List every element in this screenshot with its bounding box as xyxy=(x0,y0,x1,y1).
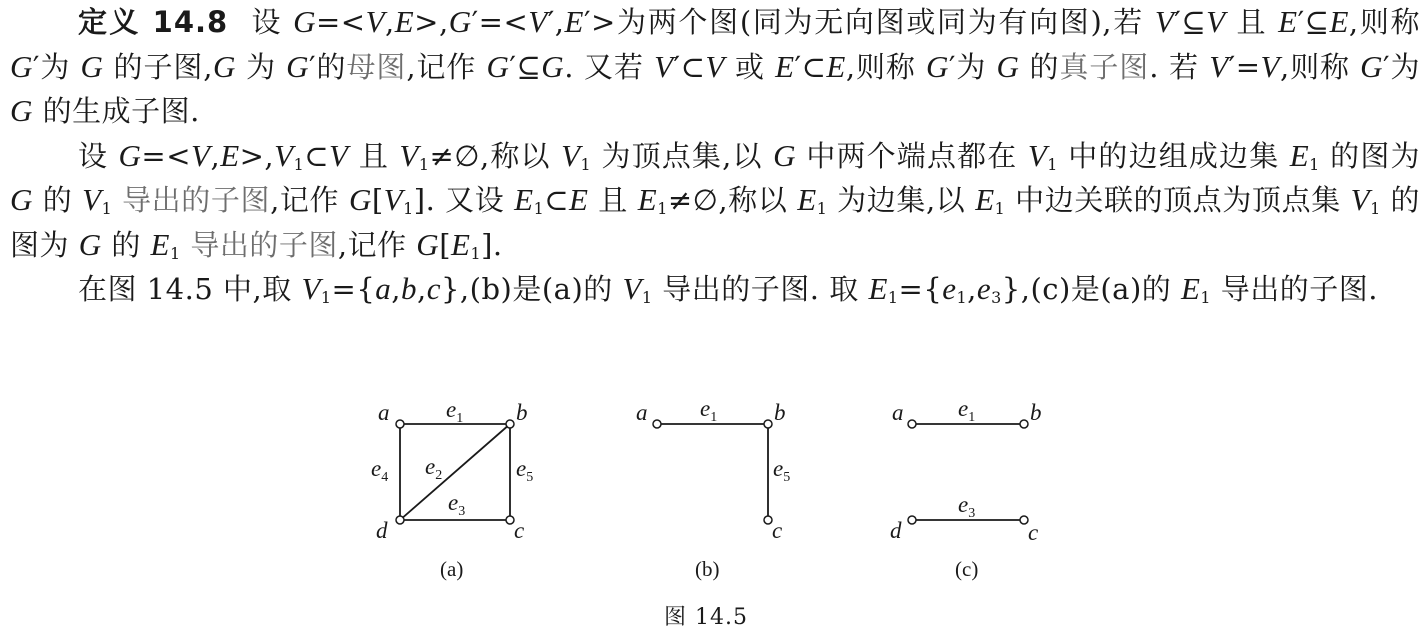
term-vertex-induced-subgraph: 导出的子图 xyxy=(122,183,271,217)
definition-heading: 定义 14.8 xyxy=(78,5,229,39)
subfig-c-label-a: a xyxy=(892,400,904,425)
figure-graphics xyxy=(0,380,1427,635)
subfig-a-label-a: a xyxy=(378,400,390,425)
subfig-a-label-d: d xyxy=(376,518,388,543)
definition-paragraph: 定义 14.8 设 G=<V,E>,G′=<V′,E′>为两个图(同为无向图或同为有向图),若 V′⊆V 且 E′⊆E,则称 G′为 G 的子图,G 为 G′的母图,记作 G′⊆G. 又若 V′⊂V 或 E′⊂E,则称 G′为 G 的真子图. 若 V′=V,则称 G′为 G 的生成子图. xyxy=(10,4,1421,128)
subfig-b-vertex-c xyxy=(764,516,772,524)
subfig-c-vertex-a xyxy=(908,420,916,428)
subfig-a-label-e1: $e_1$ xyxy=(446,397,464,426)
text-body xyxy=(10,0,1420,312)
subfig-c-vertex-b xyxy=(1020,420,1028,428)
figure-caption: 图 14.5 xyxy=(664,605,748,630)
subfig-c-label-d: d xyxy=(890,518,902,543)
subfig-a-vertex-a xyxy=(396,420,404,428)
subfig-c-vertex-d xyxy=(908,516,916,524)
term-edge-induced-subgraph: 导出的子图 xyxy=(190,227,338,262)
subfig-b-label-e5: $e_5$ xyxy=(773,456,791,485)
subfig-b-caption: (b) xyxy=(695,557,720,581)
subfig-a-label-c: c xyxy=(514,518,525,543)
subfig-c-label-e1: $e_1$ xyxy=(958,396,976,425)
figure-14-5 xyxy=(0,380,1427,635)
example-paragraph: 在图 14.5 中,取 $V_1=\{a,b,c\},(b)$是(a)的 $V_1$ 导出的子图. 取 $E_1=\{e_1,e_3\},(c)$是(a)的 $E_1$ 导出的子图. xyxy=(78,271,1378,307)
subfig-c-vertex-c xyxy=(1020,516,1028,524)
subfig-a-label-e3: $e_3$ xyxy=(448,490,466,519)
induced-subgraph-paragraph: 设 $G=<V,E>,V_1\subset V$ 且 $V_1\ne\emptyset$,称以 $V_1$ 为顶点集,以 G 中两个端点都在 $V_1$ 中的边组成边集 $E_1$ 的图为 G 的 $V_1$ 导出的子图,记作 $G[V_1]$. 又设 $E_1\subset E$ 且 $E_1\ne\emptyset$,称以 $E_1$ 为边集,以 $E_1$ 中边关联的顶点为顶点集 $V_1$ 的图为 G 的 $E_1$ 导出的子图,记作 $G[E_1]$. xyxy=(10,137,1421,263)
subfig-a-vertex-c xyxy=(506,516,514,524)
subfig-a-caption: (a) xyxy=(440,557,464,581)
subfig-a-vertex-b xyxy=(506,420,514,428)
subfig-c-label-b: b xyxy=(1030,400,1042,425)
subfig-c-label-e3: $e_3$ xyxy=(958,492,976,521)
subfig-b-label-a: a xyxy=(636,400,648,425)
subfig-b-vertex-a xyxy=(653,420,661,428)
subfig-b-label-b: b xyxy=(774,400,786,425)
subfig-a-vertex-d xyxy=(396,516,404,524)
term-proper-subgraph-1: 真 xyxy=(1059,49,1090,84)
subfig-a-label-e5: $e_5$ xyxy=(516,456,534,485)
term-proper-subgraph-2: 子图 xyxy=(1089,49,1150,84)
subfig-a-label-e2: $e_2$ xyxy=(425,454,443,483)
subfig-a-label-b: b xyxy=(516,400,528,425)
subfig-c-caption: (c) xyxy=(955,557,979,581)
subfig-a-label-e4: $e_4$ xyxy=(371,456,389,485)
subfig-b-vertex-b xyxy=(764,420,772,428)
term-parent-graph: 母图 xyxy=(346,49,407,84)
subfig-b-label-e1: $e_1$ xyxy=(700,396,718,425)
subfig-c-label-c: c xyxy=(1028,520,1039,545)
subfig-b-label-c: c xyxy=(772,518,783,543)
